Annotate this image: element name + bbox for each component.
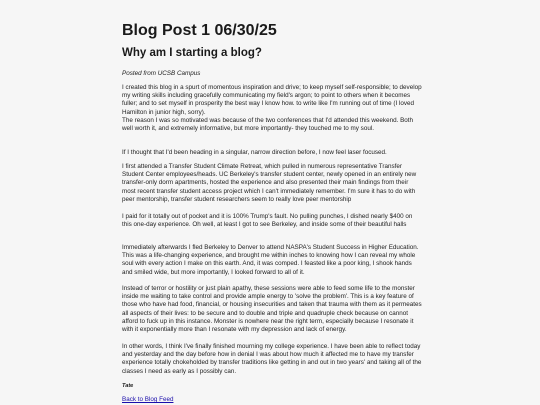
paragraph-text: If I thought that I'd been heading in a singular, narrow direction before, I now feel laser focused. <box>122 149 387 156</box>
posted-from-label: Posted from UCSB Campus <box>122 70 201 77</box>
paragraph-text: In other words, I think I've finally finished mourning my college experience. I have been able to reflect today and yesterday and the day before how in denial I was about how much it affected me to have my transfer experience totally chokeholded by transfer traditions like getting in and out in two years' and taking all of the classes I need as early as I possibly can. <box>122 343 422 375</box>
paragraph-text: The reason I was so motivated was because of the two conferences that I'd attended this weekend. Both well worth it, and extremely informative, but more importantly- they touched me to my soul. <box>122 117 414 133</box>
post-paragraph <box>122 117 422 133</box>
paragraph-text: Instead of terror or hostility or just plain apathy, these sessions were able to feed some life to the monster inside me waiting to take control and provide ample energy to 'solve the problem'. This is a key feature of those who have had food, financial, or housing insecurities and taken that trauma with them as it permeates all aspects of their lives: to be secure and to double and triple and quadruple check because on cannot afford to fuck up in this instance. Monster is nowhere near the right term, especially because I resonate it with it exponentially more than I resonate with my depression and lack of energy. <box>122 285 422 334</box>
post-paragraph <box>122 149 422 157</box>
post-heading: Why am I starting a blog? <box>122 47 262 59</box>
post-paragraph <box>122 343 422 376</box>
post-paragraph <box>122 84 422 117</box>
paragraph-text: I first attended a Transfer Student Climate Retreat, which pulled in numerous representative Transfer Student Center employees/heads. UC Berkeley's transfer student center, newly opened in an entirely new transfer-only dorm apartments, hosted the experience and also presented their main findings from their most recent transfer student access project which I can't immediately remember. I'm sure it has to do with peer mentorship, transfer student researchers seem to really love peer mentorship <box>122 163 417 203</box>
paragraph-text: I created this blog in a spurt of momentous inspiration and drive; to keep myself self-responsible; to develop my writing skills including gracefully communicating my field's argon; to point to others when it becomes fuller; and to set myself in prosperity the best way I know how. to write like I'm running out of time (I loved Hamilton in junior high, sorry). <box>122 84 422 116</box>
page-title: Blog Post 1 06/30/25 <box>122 22 277 39</box>
paragraph-text: Immediately afterwards I fled Berkeley to Denver to attend NASPA's Student Success in Higher Education. This was a life-changing experience, and brought me within inches to knowing how I can reveal my whole soul with every action I make on this earth. And, it was comped. I feasted like a poor king, I shook hands and smiled wide, but more importantly, I looked forward to all of it. <box>122 244 419 276</box>
post-paragraph <box>122 285 422 334</box>
paragraph-text: I paid for it totally out of pocket and it is 100% Trump's fault. No pulling punches, I dished nearly $400 on this one-day experience. Oh well, at least I got to see Berkeley, and inside some of their beautiful halls <box>122 213 413 229</box>
back-to-blog-feed-link[interactable]: Back to Blog Feed <box>122 396 174 403</box>
post-paragraph <box>122 213 422 229</box>
author-signature: Tate <box>122 383 134 389</box>
post-paragraph <box>122 163 422 204</box>
post-paragraph <box>122 244 422 277</box>
